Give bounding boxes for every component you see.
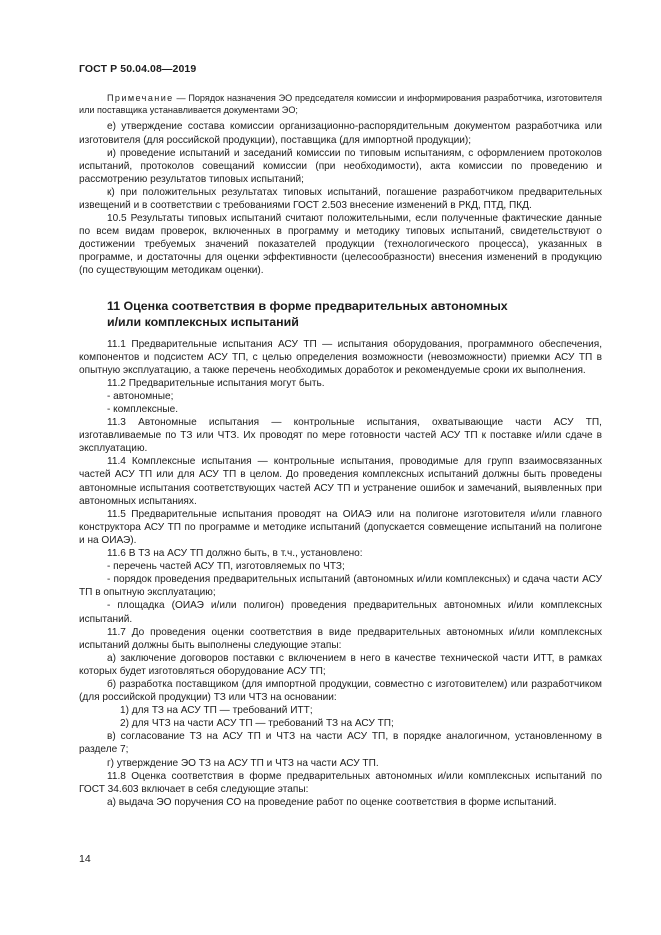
section-paragraph: - порядок проведения предварительных испытаний (автономных и/или комплексных) и сдача части АСУ ТП в опытную эксплуатацию; xyxy=(79,574,602,599)
section-paragraph: а) заключение договоров поставки с включением в него в качестве технической части ИТТ, в рамках которых будет изготовляться оборудование АСУ ТП; xyxy=(79,652,602,677)
section-paragraph: 11.6 В ТЗ на АСУ ТП должно быть, в т.ч., установлено: xyxy=(107,548,363,560)
section-11-body xyxy=(79,338,602,809)
section-paragraph: 11.2 Предварительные испытания могут быть. xyxy=(107,377,325,389)
section-paragraph: б) разработка поставщиком (для импортной продукции, совместно с изготовителем) или разработчиком (для российской продукции) ТЗ или ЧТЗ на основании: xyxy=(79,678,602,704)
section-paragraph: 11.5 Предварительные испытания проводят на ОИАЭ или на полигоне изготовителя и/или главного конструктора АСУ ТП по программе и методике испытаний (допускается совмещение испытаний на полигоне и на ОИАЭ). xyxy=(79,508,602,546)
note-label: Примечание xyxy=(107,93,174,103)
section-paragraph: 11.1 Предварительные испытания АСУ ТП — испытания оборудования, программного обеспечения, компонентов и подсистем АСУ ТП, с целью определения возможности (невозможности) приемки АСУ ТП в опытную эксплуатацию, а также перечень необходимых доработок и рекомендуемые сроки их выполнения. xyxy=(79,338,602,376)
paragraph-e: е) утверждение состава комиссии организационно-распорядительным документом разработчика или изготовителя (для российской продукции), поставщика (для импортной продукции); xyxy=(79,121,602,146)
section-paragraph: в) согласование ТЗ на АСУ ТП и ЧТЗ на части АСУ ТП, в порядке аналогичном, установленному в разделе 7; xyxy=(79,731,602,756)
section-paragraph: - автономные; xyxy=(107,390,174,402)
section-title-line1: 11 Оценка соответствия в форме предварительных автономных xyxy=(107,298,508,313)
paragraph-i: и) проведение испытаний и заседаний комиссии по типовым испытаниям, с оформлением протоколов испытаний, протоколов совещаний комиссии (при необходимости), акта комиссии по проведению и рассмотрению результатов типовых испытаний; xyxy=(79,147,602,185)
note-text: — Порядок назначения ЭО председателя комиссии и информирования разработчика, изготовителя или поставщика устанавливается документами ЭО; xyxy=(79,93,602,116)
standard-header: ГОСТ Р 50.04.08—2019 xyxy=(79,63,197,75)
section-paragraph: 11.3 Автономные испытания — контрольные испытания, охватывающие части АСУ ТП, изготавливаемые по ТЗ или ЧТЗ. Их проводят по мере готовности частей АСУ ТП к поставке и/или сдаче в эксплуатацию. xyxy=(79,417,602,455)
section-paragraph: - площадка (ОИАЭ и/или полигон) проведения предварительных автономных и/или комплексных испытаний. xyxy=(79,600,602,625)
note-paragraph xyxy=(79,92,602,116)
section-paragraph: г) утверждение ЭО ТЗ на АСУ ТП и ЧТЗ на части АСУ ТП. xyxy=(107,757,379,769)
section-paragraph: 11.8 Оценка соответствия в форме предварительных автономных и/или комплексных испытаний по ГОСТ 34.603 включает в себя следующие этапы: xyxy=(79,770,602,795)
section-paragraph: 11.4 Комплексные испытания — контрольные испытания, проводимые для групп взаимосвязанных частей АСУ ТП или для АСУ ТП в целом. До проведения комплексных испытаний должны быть проведены автономные испытания соответствующих частей АСУ ТП и устранение ошибок и замечаний, выявленных при автономных испытаниях. xyxy=(79,456,602,507)
section-paragraph: 11.7 До проведения оценки соответствия в виде предварительных автономных и/или комплексных испытаний должны быть выполнены следующие этапы: xyxy=(79,626,602,651)
section-paragraph: - перечень частей АСУ ТП, изготовляемых по ЧТЗ; xyxy=(107,561,345,573)
section-paragraph: 1) для ТЗ на АСУ ТП — требований ИТТ; xyxy=(120,705,313,717)
paragraph-k: к) при положительных результатах типовых испытаний, погашение разработчиком предварительных извещений и в соответствии с требованиями ГОСТ 2.503 внесение изменений в РКД, ПТД, ПКД. xyxy=(79,186,602,211)
section-paragraph: 2) для ЧТЗ на части АСУ ТП — требований ТЗ на АСУ ТП; xyxy=(120,718,394,730)
section-title-line2: и/или комплексных испытаний xyxy=(107,314,299,329)
section-paragraph: - комплексные. xyxy=(107,404,179,415)
page-body xyxy=(79,92,602,809)
section-11-heading xyxy=(107,298,602,330)
page-number: 14 xyxy=(79,853,91,865)
paragraph-10-5: 10.5 Результаты типовых испытаний считают положительными, если полученные фактические данные по всем видам проверок, включенных в программу и методику типовых испытаний, свидетельствуют о достижении требуемых значений показателей продукции (технологического процесса), указанных в программе, и достаточны для оценки эффективности (целесообразности) внесения изменений в продукцию (по существующим методикам оценки). xyxy=(79,213,602,277)
section-paragraph: а) выдача ЭО поручения СО на проведение работ по оценке соответствия в форме испытаний. xyxy=(107,796,557,808)
